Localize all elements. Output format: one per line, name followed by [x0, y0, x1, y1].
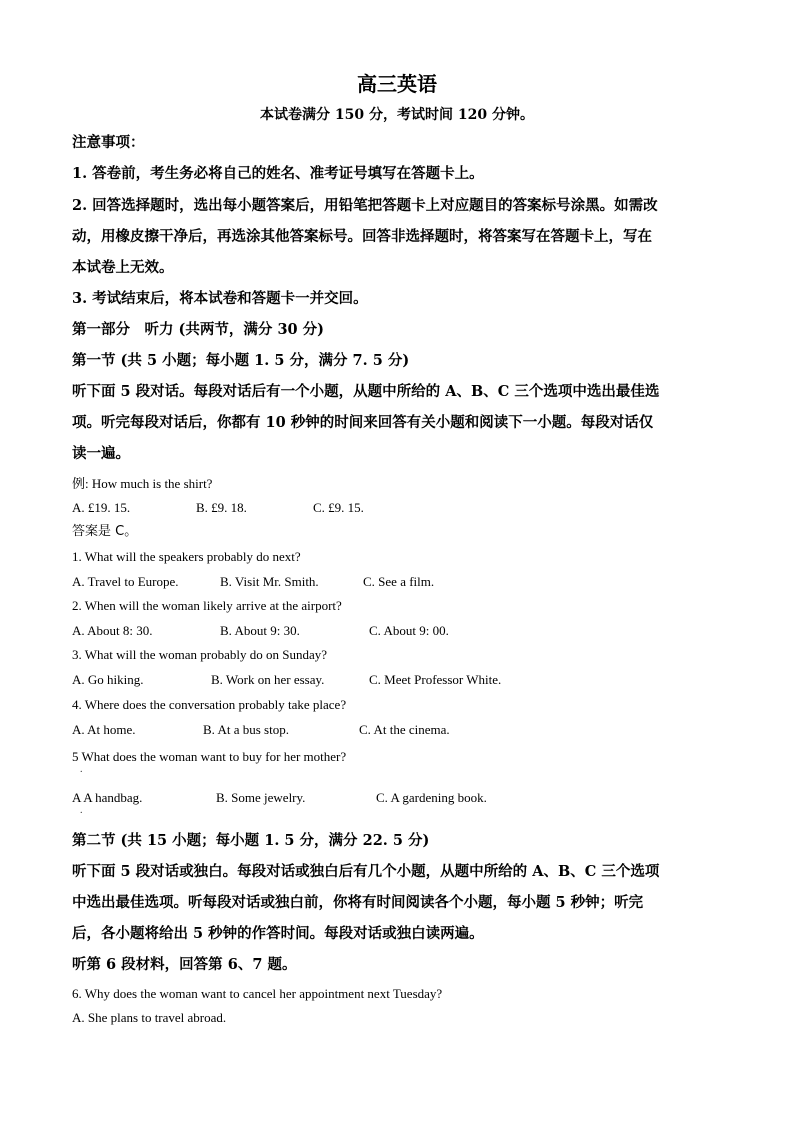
section1-heading: 第一节 (共 5 小题；每小题 1. 5 分，满分 7. 5 分) [72, 352, 410, 369]
section2-instructions-line-3: 后，各小题将给出 5 秒钟的作答时间。每段对话或独白读两遍。 [72, 925, 484, 942]
question-5-option-b: B. Some jewelry. [216, 790, 306, 805]
question-4-option-c: C. At the cinema. [359, 722, 450, 737]
question-6-option-a: A. She plans to travel abroad. [72, 1010, 227, 1025]
question-2: 2. When will the woman likely arrive at the airport? [72, 598, 342, 613]
page-subtitle: 本试卷满分 150 分，考试时间 120 分钟。 [260, 107, 534, 123]
example-question: 例: How much is the shirt? [72, 476, 213, 491]
note-2-line-3: 本试卷上无效。 [72, 259, 174, 276]
question-3: 3. What will the woman probably do on Sunday? [72, 647, 328, 662]
question-4-option-a: A. At home. [72, 722, 136, 737]
example-answer: 答案是 C。 [72, 524, 138, 539]
question-6: 6. Why does the woman want to cancel her appointment next Tuesday? [72, 986, 443, 1001]
note-2-line-1: 2. 回答选择题时，选出每小题答案后，用铅笔把答题卡上对应题目的答案标号涂黑。如需改 [72, 197, 658, 214]
note-3: 3. 考试结束后，将本试卷和答题卡一并交回。 [72, 290, 368, 307]
section1-instructions-line-1: 听下面 5 段对话。每段对话后有一个小题，从题中所给的 A、B、C 三个选项中选出最佳选 [72, 383, 660, 400]
section2-instructions-line-2: 中选出最佳选项。听每段对话或独白前，你将有时间阅读各个小题，每小题 5 秒钟；听完 [72, 894, 644, 911]
question-3-option-c: C. Meet Professor White. [369, 672, 502, 687]
question-1-option-b: B. Visit Mr. Smith. [220, 574, 319, 589]
note-2-line-2: 动，用橡皮擦干净后，再选涂其他答案标号。回答非选择题时，将答案写在答题卡上，写在 [72, 228, 652, 245]
example-option-c: C. £9. 15. [313, 500, 364, 515]
section2-instructions-line-1: 听下面 5 段对话或独白。每段对话或独白后有几个小题，从题中所给的 A、B、C 三个选项 [72, 863, 660, 880]
question-5-option-c: C. A gardening book. [376, 790, 487, 805]
question-1-option-a: A. Travel to Europe. [72, 574, 179, 589]
notes-heading: 注意事项： [72, 134, 145, 151]
question-2-option-b: B. About 9: 30. [220, 623, 300, 638]
question-5: 5 What does the woman want to buy for her mother? [72, 749, 347, 764]
question-5-option-a: A A handbag. [72, 790, 143, 805]
scan-dot: . [80, 805, 83, 816]
question-3-option-a: A. Go hiking. [72, 672, 144, 687]
section1-instructions-line-3: 读一遍。 [72, 445, 130, 462]
question-2-option-a: A. About 8: 30. [72, 623, 153, 638]
section1-instructions-line-2: 项。听完每段对话后，你都有 10 秒钟的时间来回答有关小题和阅读下一小题。每段对话仅 [72, 414, 654, 431]
question-4-option-b: B. At a bus stop. [203, 722, 289, 737]
question-2-option-c: C. About 9: 00. [369, 623, 449, 638]
question-1: 1. What will the speakers probably do next? [72, 549, 301, 564]
material-heading: 听第 6 段材料，回答第 6、7 题。 [72, 956, 297, 973]
question-3-option-b: B. Work on her essay. [211, 672, 325, 687]
note-1: 1. 答卷前，考生务必将自己的姓名、准考证号填写在答题卡上。 [72, 165, 484, 182]
part1-heading: 第一部分 听力 (共两节，满分 30 分) [72, 321, 325, 338]
scan-dot: . [80, 764, 83, 775]
page-title: 高三英语 [357, 72, 437, 96]
section2-heading: 第二节 (共 15 小题；每小题 1. 5 分，满分 22. 5 分) [72, 832, 430, 849]
question-1-option-c: C. See a film. [363, 574, 435, 589]
question-4: 4. Where does the conversation probably take place? [72, 697, 347, 712]
example-option-b: B. £9. 18. [196, 500, 247, 515]
example-option-a: A. £19. 15. [72, 500, 131, 515]
